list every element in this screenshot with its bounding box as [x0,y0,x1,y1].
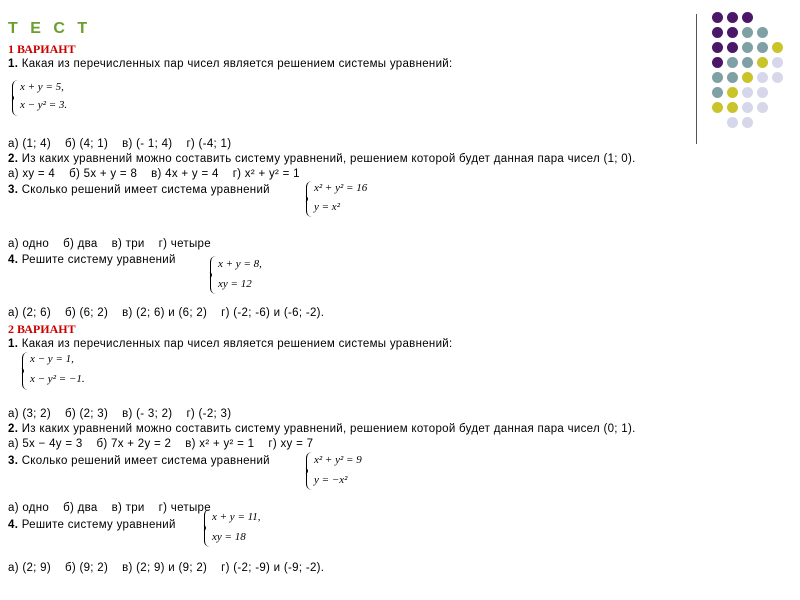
answer-option[interactable]: б) (4; 1) [64,138,109,150]
answer-option[interactable]: а) (1; 4) [8,138,51,150]
answer-option[interactable]: в) (- 3; 2) [122,408,173,420]
answer-option[interactable]: в) (- 1; 4) [122,138,173,150]
decorative-dot [727,117,738,128]
variant-2-header: 2 ВАРИАНТ [8,322,76,336]
question-text: Из каких уравнений можно составить систему уравнений, решением которой будет данная пара чисел (0; 1). [18,423,636,435]
decorative-dot [727,57,738,68]
v1-q2-options [8,167,314,181]
decorative-dot [727,102,738,113]
answer-option[interactable]: б) (6; 2) [64,307,109,319]
decorative-dot [742,12,753,23]
answer-option[interactable]: г) (-2; -9) и (-9; -2). [221,562,325,574]
variant-1-header: 1 ВАРИАНТ [8,42,76,56]
answer-option[interactable]: г) четыре [158,238,211,250]
decorative-dot [712,42,723,53]
answer-option[interactable]: б) 7x + 2y = 2 [96,438,172,450]
answer-option[interactable]: б) (9; 2) [64,562,109,574]
answer-option[interactable]: в) три [111,238,145,250]
decorative-dot [772,72,783,83]
question-number: 2. [8,153,19,165]
question-number: 3. [8,184,19,196]
answer-option[interactable]: г) xy = 7 [268,438,314,450]
v1-q1-system [12,80,102,116]
v1-q4-options [8,306,338,320]
decorative-dot [712,72,723,83]
question-number: 4. [8,254,19,266]
decorative-dot [772,57,783,68]
decorative-dot [727,27,738,38]
decorative-dot [772,42,783,53]
v1-q3-options [8,237,225,251]
equation: x − y = 1, [30,353,74,365]
v2-q3-options [8,501,225,515]
answer-option[interactable]: а) xy = 4 [8,168,56,180]
decorative-dot [742,57,753,68]
decorative-dot [712,27,723,38]
answer-option[interactable]: г) (-4; 1) [186,138,232,150]
question-number: 1. [8,338,19,350]
answer-option[interactable]: в) три [111,502,145,514]
equation: x + y = 8, [218,258,262,270]
decorative-dot [712,12,723,23]
answer-option[interactable]: а) (2; 6) [8,307,51,319]
decorative-dot [727,42,738,53]
answer-option[interactable]: г) x² + y² = 1 [232,168,300,180]
equation: x + y = 5, [20,81,64,93]
answer-option[interactable]: б) (2; 3) [64,408,109,420]
decorative-dot [742,42,753,53]
question-text: Решите систему уравнений [18,254,176,266]
decorative-dot [712,57,723,68]
decorative-dot [712,102,723,113]
decorative-dot [757,72,768,83]
v2-question-1 [8,337,453,351]
v1-q1-options [8,137,245,151]
v2-question-4 [8,518,176,532]
equation: x − y² = 3. [20,99,68,111]
decorative-dot [742,27,753,38]
answer-option[interactable]: а) (3; 2) [8,408,51,420]
question-text: Из каких уравнений можно составить систему уравнений, решением которой будет данная пара чисел (1; 0). [18,153,636,165]
answer-option[interactable]: в) (2; 9) и (9; 2) [122,562,208,574]
equation: y = −x² [314,474,348,486]
decorative-divider-line [696,14,697,144]
equation: y = x² [314,201,340,213]
v2-q2-options [8,437,327,451]
decorative-dot [742,117,753,128]
v1-question-1 [8,57,453,71]
question-text: Решите систему уравнений [18,519,176,531]
answer-option[interactable]: г) четыре [158,502,211,514]
question-text: Какая из перечисленных пар чисел является решением системы уравнений: [18,58,453,70]
decorative-dot [757,27,768,38]
v1-q4-system [210,256,300,294]
decorative-dot [727,72,738,83]
v2-question-2 [8,422,636,436]
answer-option[interactable]: в) x² + y² = 1 [185,438,255,450]
decorative-dot [757,42,768,53]
question-number: 2. [8,423,19,435]
decorative-dot [742,87,753,98]
decorative-dot [727,12,738,23]
v2-q1-options [8,407,245,421]
equation: x² + y² = 9 [314,454,362,466]
v2-q4-options [8,561,338,575]
v1-q3-system [306,181,396,217]
decorative-dot [727,87,738,98]
equation: xy = 18 [212,531,246,543]
decorative-dot [742,102,753,113]
answer-option[interactable]: а) одно [8,502,50,514]
v2-q3-system [306,452,396,490]
v2-q1-system [22,352,122,390]
equation: xy = 12 [218,278,252,290]
decorative-dot [757,87,768,98]
equation: x² + y² = 16 [314,182,368,194]
answer-option[interactable]: г) (-2; -6) и (-6; -2). [221,307,325,319]
decorative-dot [757,102,768,113]
answer-option[interactable]: в) 4x + y = 4 [151,168,219,180]
v1-question-3 [8,183,270,197]
v1-question-2 [8,152,636,166]
answer-option[interactable]: б) два [63,502,98,514]
decorative-dot [757,57,768,68]
answer-option[interactable]: г) (-2; 3) [186,408,232,420]
equation: x + y = 11, [212,511,261,523]
question-text: Какая из перечисленных пар чисел является решением системы уравнений: [18,338,453,350]
answer-option[interactable]: а) (2; 9) [8,562,51,574]
decorative-dot [742,72,753,83]
answer-option[interactable]: а) одно [8,238,50,250]
decorative-dot [712,87,723,98]
answer-option[interactable]: б) 5x + y = 8 [69,168,138,180]
question-number: 3. [8,455,19,467]
question-text: Сколько решений имеет система уравнений [18,184,270,196]
question-number: 1. [8,58,19,70]
v2-question-3 [8,454,270,468]
answer-option[interactable]: б) два [63,238,98,250]
page-title: Т Е С Т [8,20,92,37]
v1-question-4 [8,253,176,267]
answer-option[interactable]: а) 5x − 4y = 3 [8,438,83,450]
question-text: Сколько решений имеет система уравнений [18,455,270,467]
v2-q4-system [204,509,294,547]
equation: x − y² = −1. [30,373,85,385]
question-number: 4. [8,519,19,531]
answer-option[interactable]: в) (2; 6) и (6; 2) [122,307,208,319]
